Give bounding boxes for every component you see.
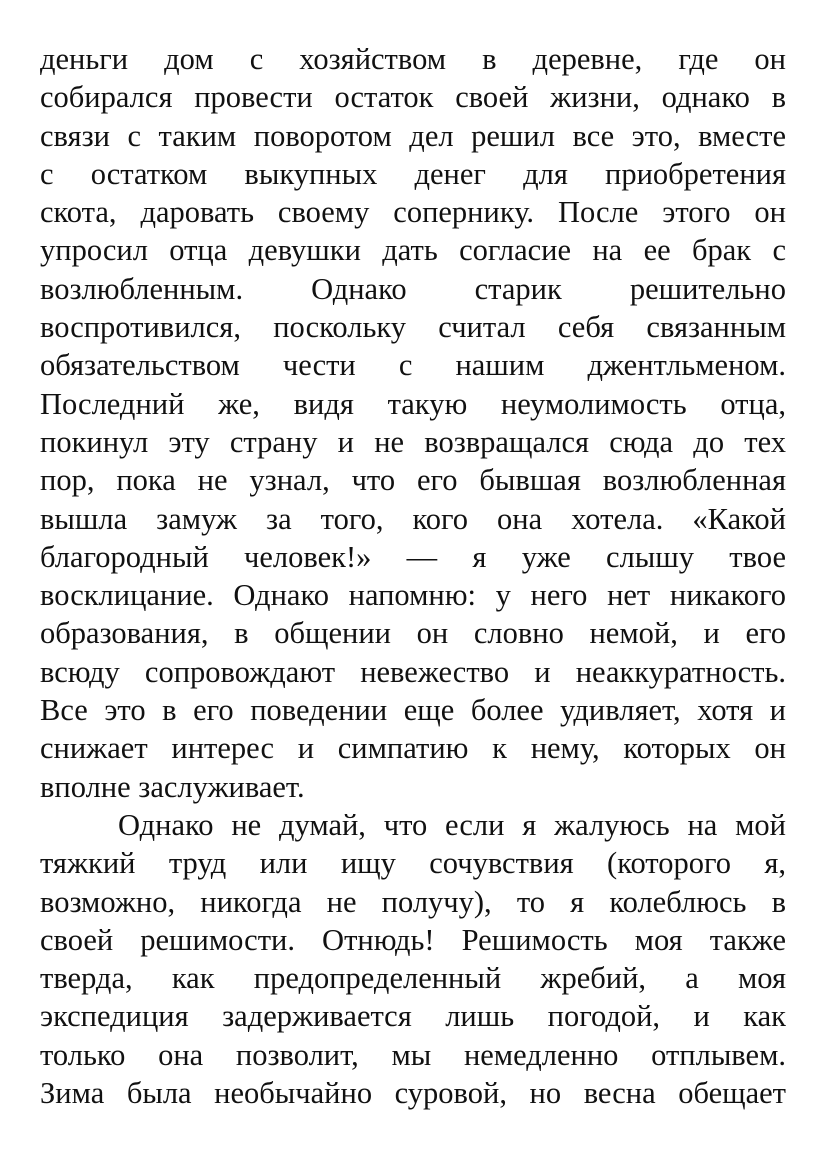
text-line: тверда, как предопределенный жребий, а моя bbox=[40, 961, 786, 996]
text-line: с остатком выкупных денег для приобретения bbox=[40, 156, 786, 191]
text-line: Все это в его поведении еще более удивляет, хотя и bbox=[40, 693, 786, 728]
text-line: вышла замуж за того, кого она хотела. «Какой bbox=[40, 501, 786, 536]
text-line: пор, пока не узнал, что его бывшая возлюбленная bbox=[40, 463, 786, 498]
text-line: возлюбленным. Однако старик решительно bbox=[40, 271, 786, 306]
paragraph bbox=[40, 806, 786, 1112]
text-line: образования, в общении он словно немой, и его bbox=[40, 616, 786, 651]
text-line: только она позволит, мы немедленно отплывем. bbox=[40, 1037, 786, 1072]
text-line: связи с таким поворотом дел решил все это, вместе bbox=[40, 118, 786, 153]
text-line: покинул эту страну и не возвращался сюда до тех bbox=[40, 424, 786, 459]
text-line: скота, даровать своему сопернику. После этого он bbox=[40, 195, 786, 230]
text-line: всюду сопровождают невежество и неаккуратность. bbox=[40, 654, 786, 689]
text-line: тяжкий труд или ищу сочувствия (которого я, bbox=[40, 846, 786, 881]
text-line: своей решимости. Отнюдь! Решимость моя также bbox=[40, 922, 786, 957]
text-line: экспедиция задерживается лишь погодой, и как bbox=[40, 999, 786, 1034]
text-line: воспротивился, поскольку считал себя связанным bbox=[40, 310, 786, 345]
text-line: восклицание. Однако напомню: у него нет никакого bbox=[40, 578, 786, 613]
text-line: Последний же, видя такую неумолимость отца, bbox=[40, 386, 786, 421]
text-line: Однако не думай, что если я жалуюсь на мой bbox=[118, 807, 786, 842]
paragraph bbox=[40, 40, 786, 806]
document-page bbox=[40, 40, 786, 1150]
text-line: вполне заслуживает. bbox=[40, 769, 305, 804]
text-line: Зима была необычайно суровой, но весна обещает bbox=[40, 1076, 786, 1111]
text-line: возможно, никогда не получу), то я колеблюсь в bbox=[40, 884, 786, 919]
text-line: снижает интерес и симпатию к нему, которых он bbox=[40, 731, 786, 766]
text-line: деньги дом с хозяйством в деревне, где он bbox=[40, 42, 786, 76]
text-line: упросил отца девушки дать согласие на ее брак с bbox=[40, 233, 786, 268]
text-line: собирался провести остаток своей жизни, однако в bbox=[40, 80, 786, 115]
text-line: благородный человек!» — я уже слышу твое bbox=[40, 539, 786, 574]
text-line: обязательством чести с нашим джентльменом. bbox=[40, 348, 786, 383]
